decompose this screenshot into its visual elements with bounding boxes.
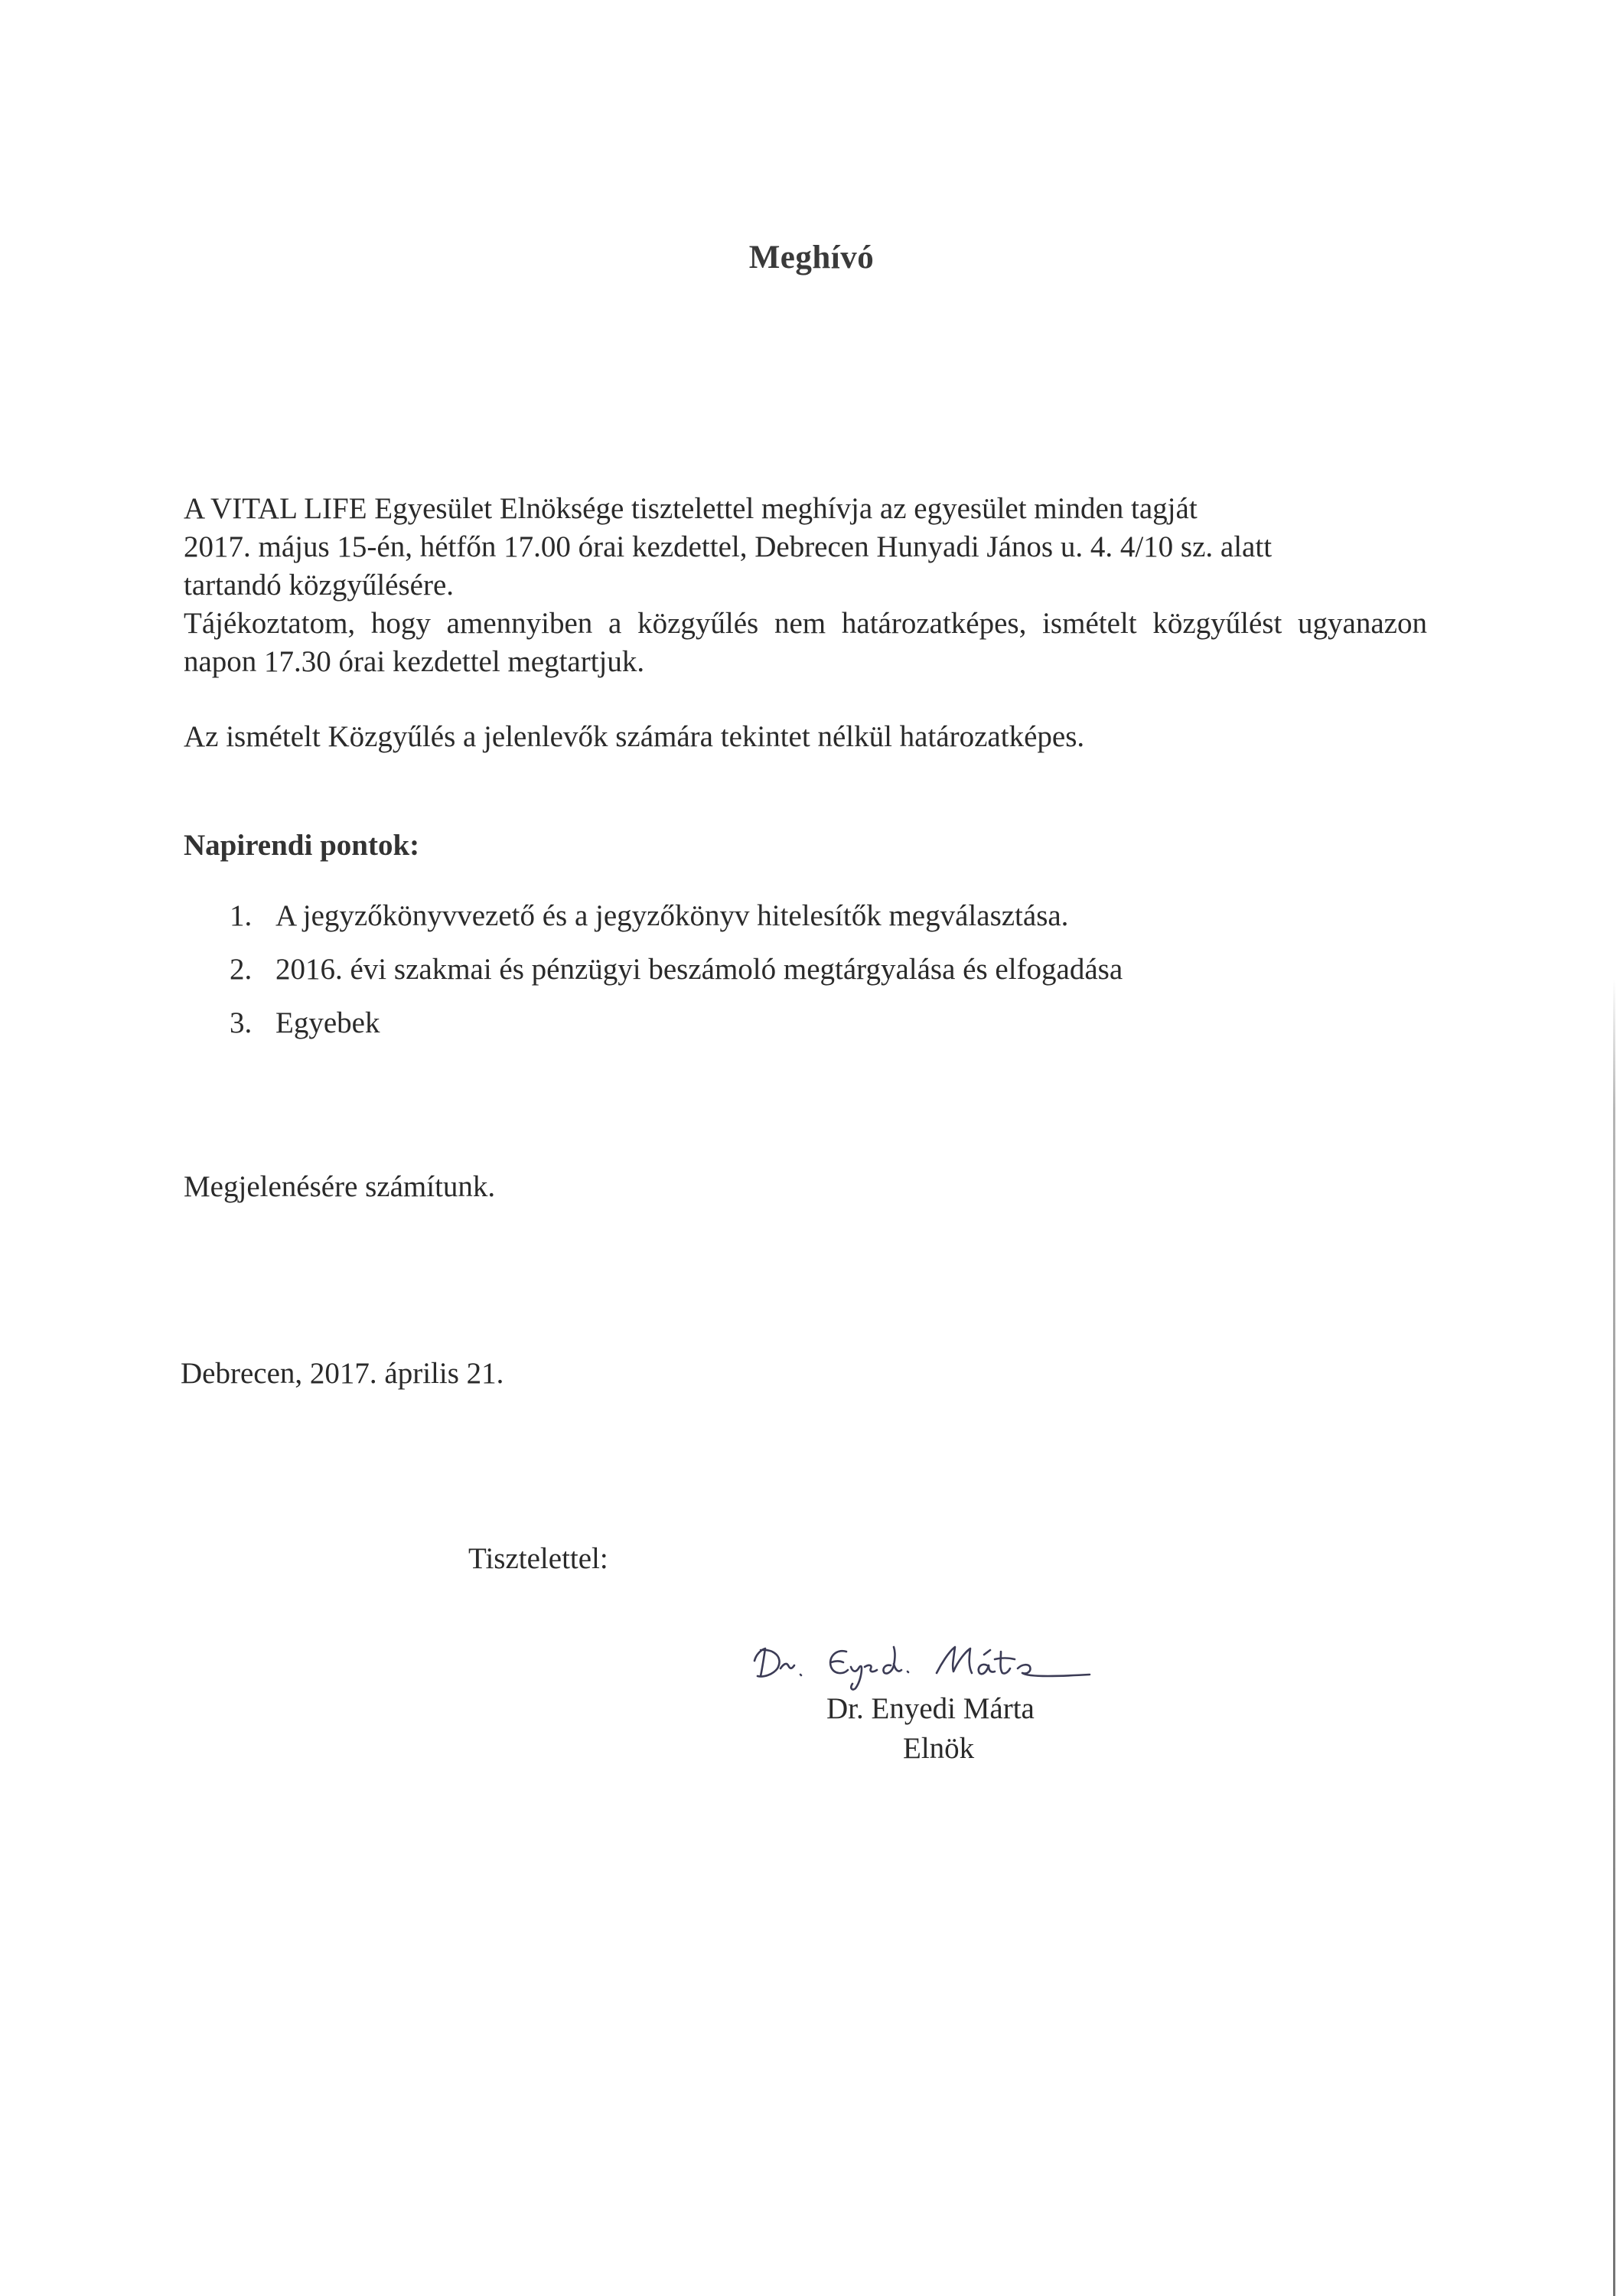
agenda-item-text: 2016. évi szakmai és pénzügyi beszámoló megtárgyalása és elfogadása <box>275 953 1123 986</box>
repeat-meeting-notice: Tájékoztatom, hogy amennyiben a közgyűlés nem határozatképes, ismételt közgyűlést ugyanazon napon 17.30 órai kezdettel megtartjuk. <box>184 607 1427 678</box>
invitation-line-2: 2017. május 15-én, hétfőn 17.00 órai kezdettel, Debrecen Hunyadi János u. 4. 4/10 sz. alatt <box>184 530 1273 563</box>
invitation-line-1: A VITAL LIFE Egyesület Elnöksége tisztelettel meghívja az egyesület minden tagját <box>184 492 1198 525</box>
agenda-item-text: A jegyzőkönyvvezető és a jegyzőkönyv hitelesítők megválasztása. <box>275 899 1069 932</box>
place-and-date: Debrecen, 2017. április 21. <box>181 1357 504 1390</box>
agenda-item-number: 1. <box>230 899 253 932</box>
invitation-paragraph <box>184 490 1427 605</box>
invitation-line-3: tartandó közgyűlésére. <box>184 569 455 602</box>
document-title: Meghívó <box>748 240 875 276</box>
agenda-item <box>230 951 1123 1004</box>
closing-line: Megjelenésére számítunk. <box>184 1170 496 1203</box>
agenda-heading: Napirendi pontok: <box>184 829 420 862</box>
signer-name: Dr. Enyedi Márta <box>826 1692 1035 1725</box>
agenda-item <box>230 1004 1123 1058</box>
regards-line: Tisztelettel: <box>468 1542 608 1575</box>
agenda-item-number: 3. <box>230 1006 253 1039</box>
agenda-list <box>230 897 1123 1058</box>
signer-title: Elnök <box>903 1732 975 1765</box>
quorum-statement: Az ismételt Közgyűlés a jelenlevők számára tekintet nélkül határozatképes. <box>184 720 1085 753</box>
scan-edge-shadow <box>1613 980 1615 2296</box>
agenda-item-text: Egyebek <box>275 1006 380 1039</box>
agenda-item-number: 2. <box>230 953 253 986</box>
agenda-item <box>230 897 1123 951</box>
